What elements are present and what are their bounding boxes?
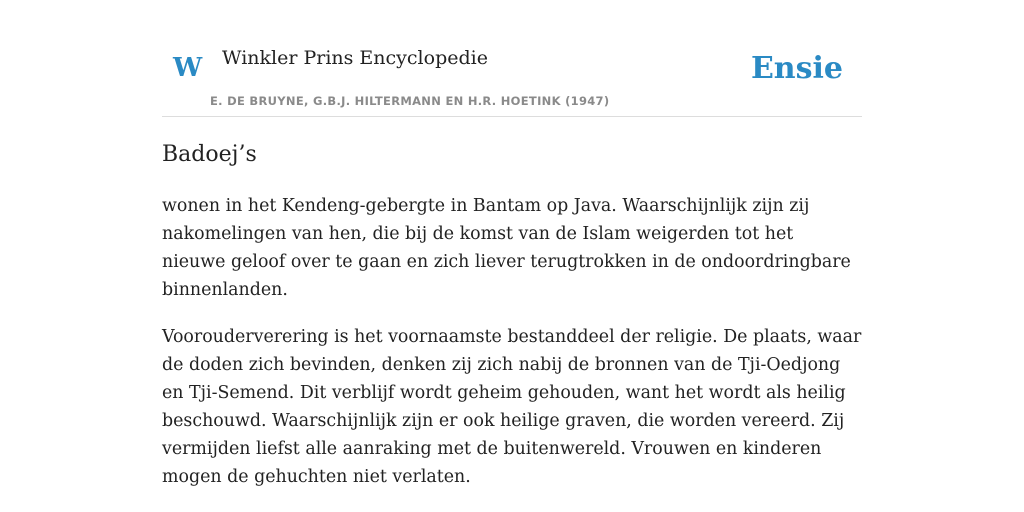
entry-title: Badoej’s [162, 142, 257, 167]
winkler-prins-logo[interactable]: W [173, 53, 203, 83]
article-page [162, 0, 862, 487]
entry-body [162, 192, 862, 510]
ensie-logo[interactable]: Ensie [750, 51, 843, 86]
source-authors: E. DE BRUYNE, G.B.J. HILTERMANN EN H.R. HOETINK (1947) [210, 94, 610, 108]
source-header [162, 0, 862, 117]
entry-paragraph: Voorouderverering is het voornaamste bestanddeel der religie. De plaats, waar de doden zich bevinden, denken zij zich nabij de bronnen van de Tji-Oedjong en Tji-Semend. Dit verblijf wordt geheim gehouden, want het wordt als heilig beschouwd. Waarschijnlijk zijn er ook heilige graven, die worden vereerd. Zij vermijden liefst alle aanraking met de buitenwereld. Vrouwen en kinderen mogen de gehuchten niet verlaten. [162, 327, 862, 487]
entry-paragraph: wonen in het Kendeng-gebergte in Bantam op Java. Waarschijnlijk zijn zij nakomelingen van hen, die bij de komst van de Islam weigerden tot het nieuwe geloof over te gaan en zich liever terugtrokken in de ondoordringbare binnenlanden. [162, 196, 851, 300]
source-title[interactable]: Winkler Prins Encyclopedie [222, 47, 488, 69]
